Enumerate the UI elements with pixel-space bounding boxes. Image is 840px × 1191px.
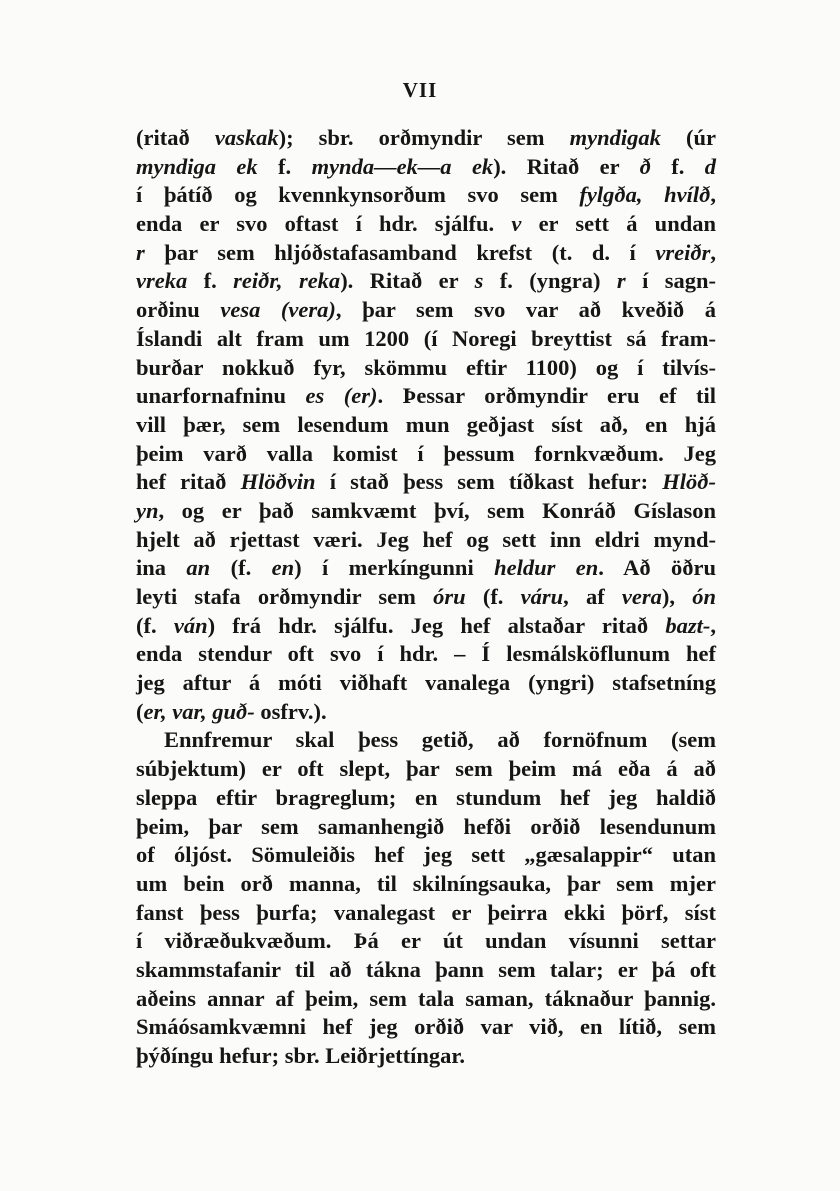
text-line: unarfornafninu es (er). Þessar orðmyndir eru ef til	[136, 383, 716, 409]
text-line: myndiga ek f. mynda—ek—a ek). Ritað er ð f. d	[136, 153, 716, 179]
text-line: þýðíngu hefur; sbr. Leiðrjettíngar.	[136, 1043, 465, 1068]
page-number: VII	[402, 78, 438, 102]
text-line: leyti stafa orðmyndir sem óru (f. váru, af vera), ón	[136, 584, 716, 609]
text-line: orðinu vesa (vera), þar sem svo var að kveðið á	[136, 297, 717, 323]
text-line: hjelt að rjettast væri. Jeg hef og sett inn eldri mynd-	[136, 526, 716, 552]
text-line: yn, og er það samkvæmt því, sem Konráð Gíslason	[136, 497, 716, 523]
text-line: Íslandi alt fram um 1200 (í Noregi breyttist sá fram-	[136, 325, 716, 351]
text-line: um bein orð manna, til skilníngsauka, þar sem mjer	[136, 870, 716, 896]
text-line: ina an (f. en) í merkíngunni heldur en. Að öðru	[136, 555, 716, 581]
text-line: enda er svo oftast í hdr. sjálfu. v er sett á undan	[136, 211, 716, 237]
text-line: þeim varð valla komist í þessum fornkvæðum. Jeg	[136, 440, 716, 466]
text-line: (ritað vaskak); sbr. orðmyndir sem myndigak (úr	[136, 125, 716, 150]
text-line: (er, var, guð- osfrv.).	[136, 698, 327, 724]
text-line: jeg aftur á móti viðhaft vanalega (yngri) stafsetníng	[136, 670, 716, 696]
text-line: vreka f. reiðr, reka). Ritað er s f. (yngra) r í sagn-	[136, 268, 716, 294]
text-line: þeim, þar sem samanhengið hefði orðið lesendunum	[136, 813, 716, 839]
text-line: fanst þess þurfa; vanalegast er þeirra ekki þörf, síst	[136, 899, 716, 925]
text-line: Ennfremur skal þess getið, að fornöfnum (sem	[164, 727, 716, 753]
text-line: sleppa eftir bragreglum; en stundum hef jeg haldið	[136, 784, 716, 810]
text-line: vill þær, sem lesendum mun geðjast síst að, en hjá	[136, 411, 716, 437]
text-line: of óljóst. Sömuleiðis hef jeg sett „gæsalappir“ utan	[136, 842, 716, 868]
text-line: (f. ván) frá hdr. sjálfu. Jeg hef alstaðar ritað bazt-,	[136, 612, 716, 638]
text-line: hef ritað Hlöðvin í stað þess sem tíðkast hefur: Hlöð-	[136, 469, 716, 495]
text-line: í viðræðukvæðum. Þá er út undan vísunni settar	[136, 928, 716, 954]
text-line: aðeins annar af þeim, sem tala saman, táknaður þannig.	[136, 985, 716, 1011]
text-line: Smáósamkvæmni hef jeg orðið var við, en lítið, sem	[136, 1014, 716, 1040]
text-line: enda stendur oft svo í hdr. – Í lesmálsköflunum hef	[136, 641, 716, 667]
text-line: burðar nokkuð fyr, skömmu eftir 1100) og í tilvís-	[136, 354, 716, 380]
text-line: súbjektum) er oft slept, þar sem þeim má eða á að	[136, 756, 716, 782]
body-text	[136, 124, 716, 1071]
text-line: r þar sem hljóðstafasamband krefst (t. d. í vreiðr,	[136, 239, 716, 265]
text-line: skammstafanir til að tákna þann sem talar; er þá oft	[136, 956, 716, 982]
text-line: í þátíð og kvennkynsorðum svo sem fylgða, hvílð,	[136, 182, 716, 208]
